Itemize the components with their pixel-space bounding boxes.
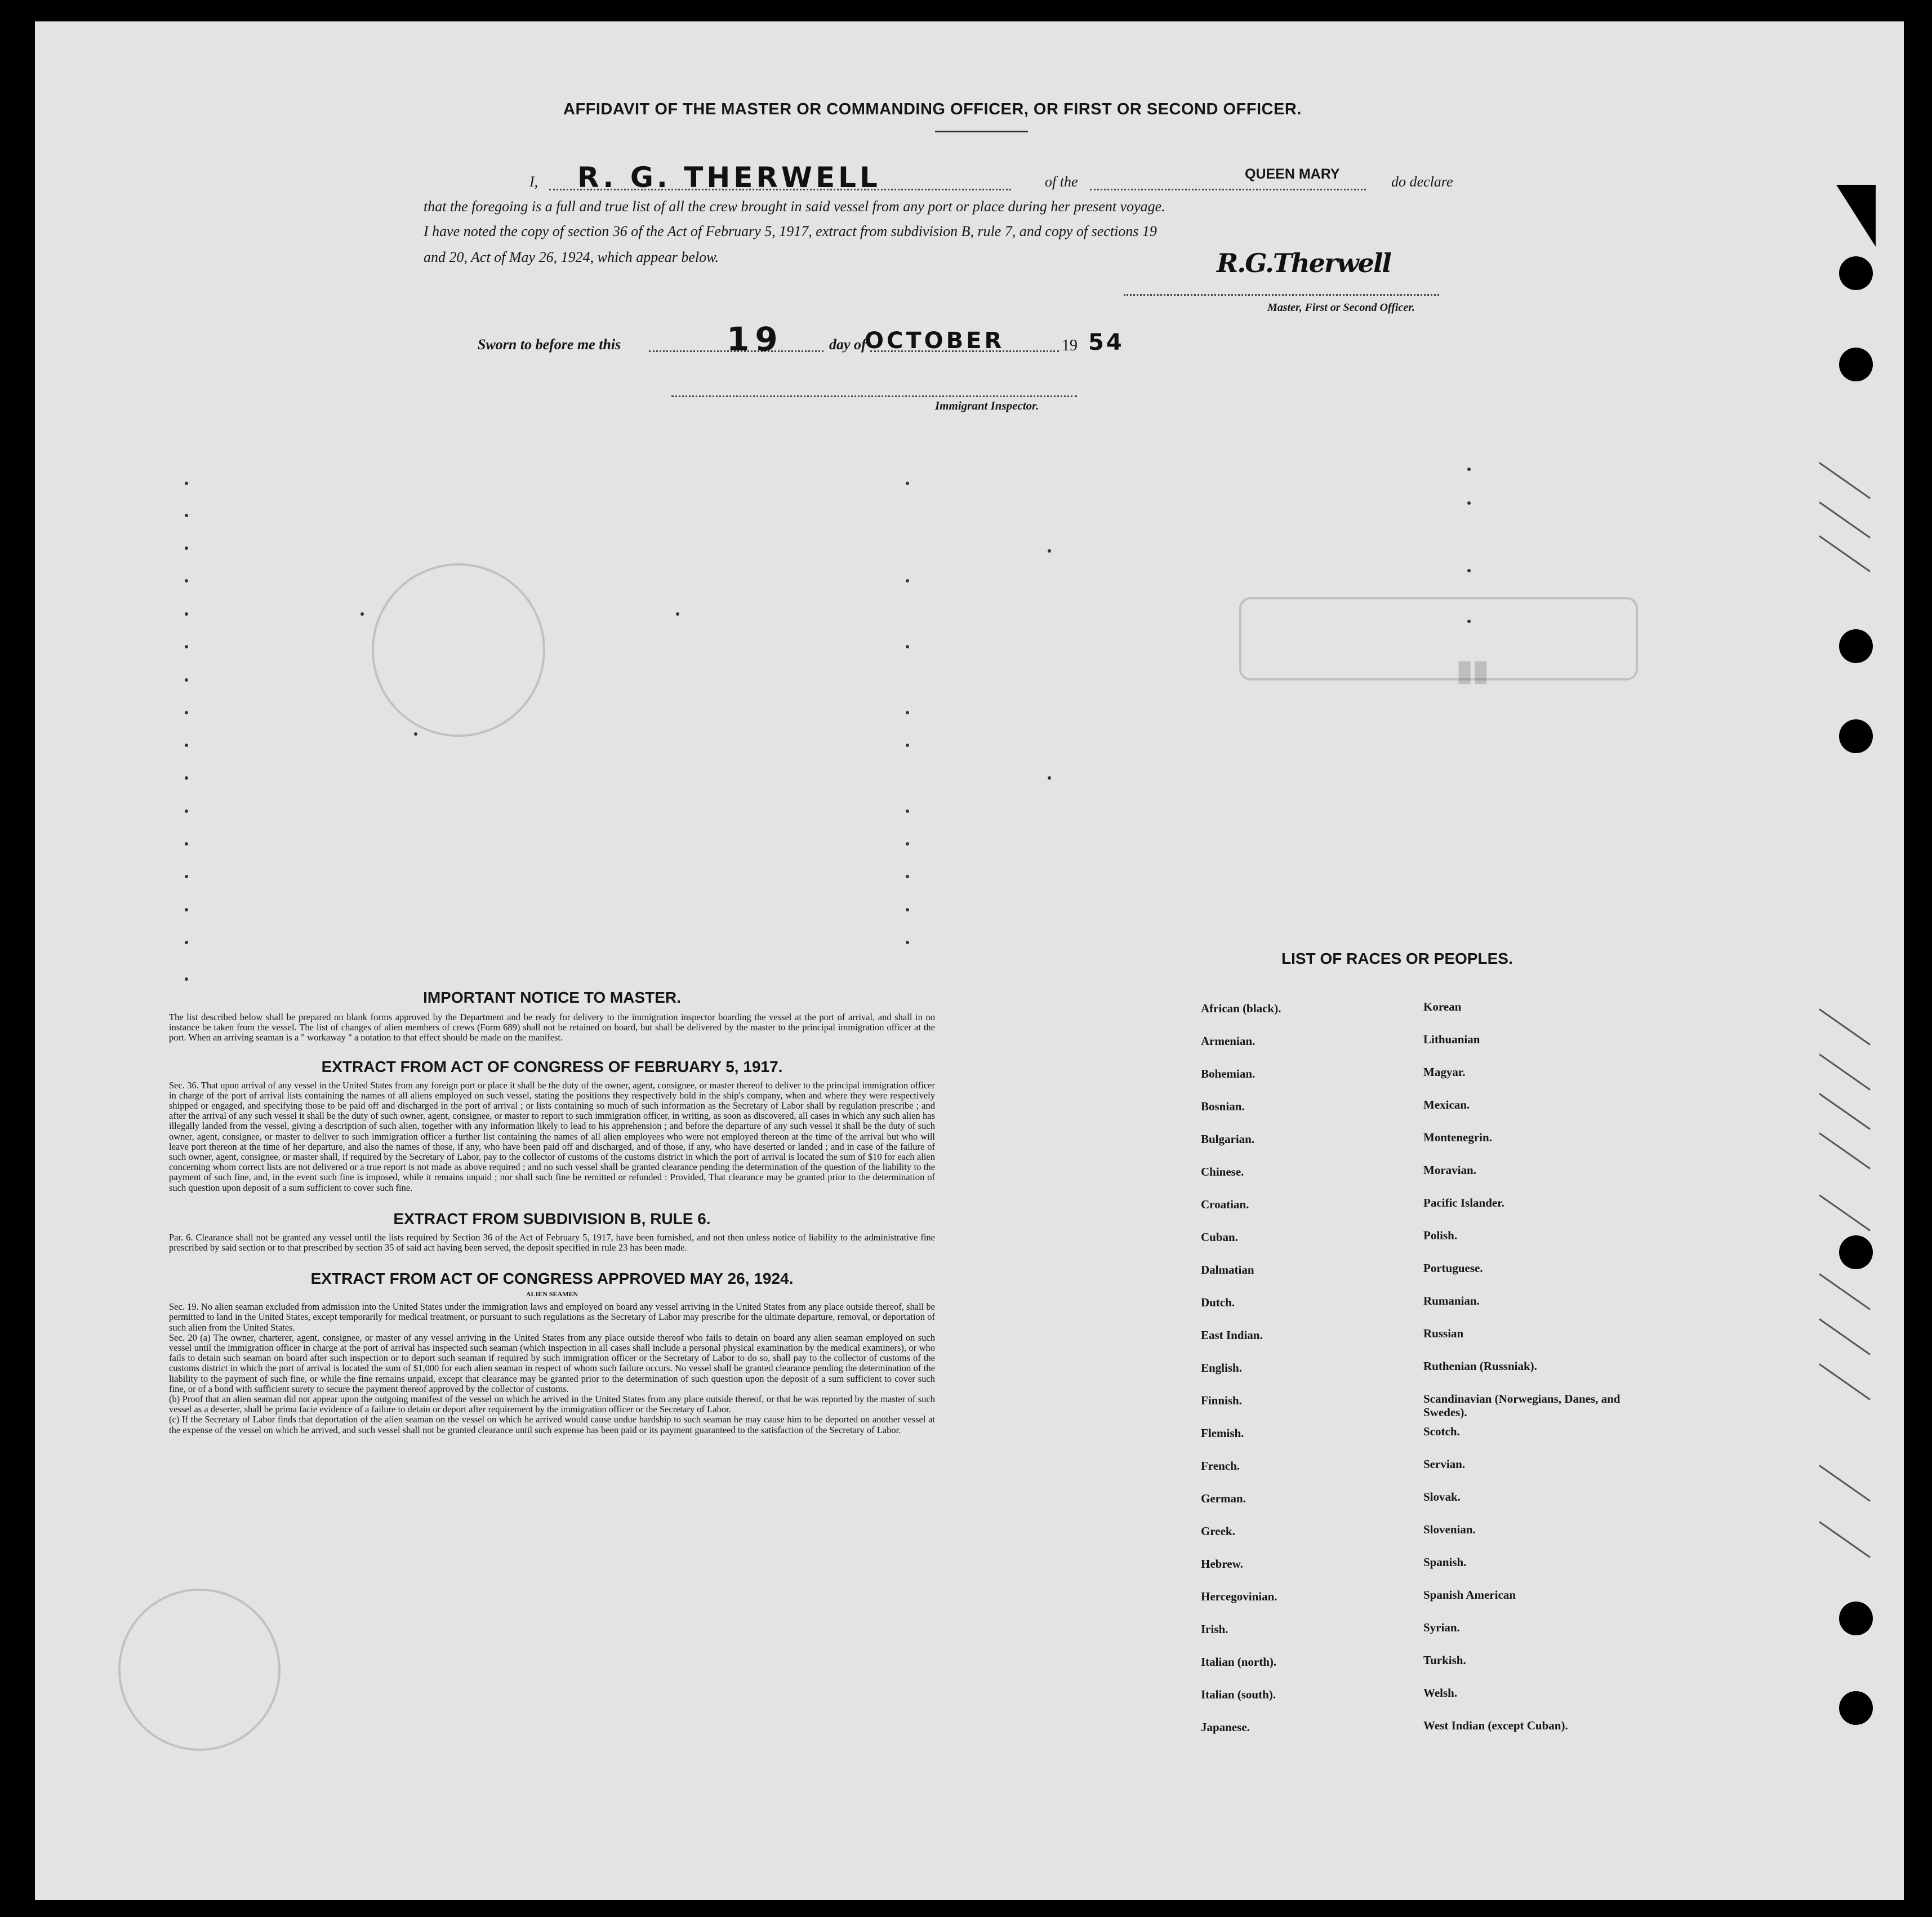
- section-20c-text: (c) If the Secretary of Labor finds that deportation of the alien seaman on the vessel on which he arrived would cause undue hardship to such seaman he may cause him to be deported on another vessel at the expense of the vessel on which he arrived, and such vessel shall not be granted clearance until such expense has been paid or its payment guaranteed to the satisfaction of the Secretary of Labor.: [169, 1414, 935, 1435]
- do-declare-label: do declare: [1391, 174, 1453, 190]
- race-list-item: Montenegrin.: [1423, 1131, 1492, 1144]
- race-list-item: Slovenian.: [1423, 1523, 1476, 1536]
- race-list-item: Spanish American: [1423, 1588, 1516, 1602]
- race-list-item: Dalmatian: [1201, 1263, 1254, 1276]
- punch-hole: [1839, 629, 1873, 663]
- races-title: LIST OF RACES OR PEOPLES.: [1281, 950, 1513, 967]
- affidavit-title: AFFIDAVIT OF THE MASTER OR COMMANDING OFFICER, OR FIRST OR SECOND OFFICER.: [563, 100, 1302, 118]
- race-list-item: English.: [1201, 1361, 1242, 1375]
- race-list-item: Irish.: [1201, 1622, 1228, 1636]
- race-list-item: Flemish.: [1201, 1426, 1244, 1440]
- vessel-name-line: [1090, 189, 1366, 190]
- vessel-name-typed: QUEEN MARY: [1245, 166, 1340, 182]
- race-list-item: French.: [1201, 1459, 1240, 1473]
- extract-1924-subtitle: ALIEN SEAMEN: [526, 1290, 578, 1298]
- bleed-through-stamp: ██: [1459, 662, 1491, 684]
- race-list-item: Welsh.: [1423, 1686, 1458, 1700]
- race-list-item: Armenian.: [1201, 1034, 1256, 1048]
- race-list-item: West Indian (except Cuban).: [1423, 1719, 1568, 1732]
- race-list-item: Scotch.: [1423, 1425, 1460, 1438]
- sworn-label: Sworn to before me this: [478, 336, 621, 353]
- faint-stamp-impression: [118, 1589, 281, 1751]
- race-list-item: Chinese.: [1201, 1165, 1244, 1178]
- race-list-item: Portuguese.: [1423, 1261, 1483, 1275]
- subdivision-text: Par. 6. Clearance shall not be granted any vessel until the lists required by Section 36 of the Act of February 5, 1917, have been furnished, and not then unless notice of liability to the administrative fine prescribed by said section or to that prescribed by section 35 of said act having been served, the deposit specified in rule 23 has been made.: [169, 1231, 935, 1253]
- race-list-item: Italian (south).: [1201, 1688, 1276, 1701]
- race-list-item: Magyar.: [1423, 1065, 1466, 1079]
- inspector-caption: Immigrant Inspector.: [935, 399, 1039, 412]
- race-list-item: Spanish.: [1423, 1555, 1467, 1569]
- affidavit-line-2: I have noted the copy of section 36 of the Act of February 5, 1917, extract from subdivision B, rule 7, and copy of sections 19: [424, 223, 1157, 239]
- race-list-item: Rumanian.: [1423, 1294, 1480, 1307]
- notice-title: IMPORTANT NOTICE TO MASTER.: [423, 989, 681, 1006]
- extract-1917-title: EXTRACT FROM ACT OF CONGRESS OF FEBRUARY 5, 1917.: [321, 1057, 783, 1075]
- of-the-label: of the: [1045, 174, 1078, 190]
- punch-hole: [1839, 1691, 1873, 1725]
- subdivision-title: EXTRACT FROM SUBDIVISION B, RULE 6.: [393, 1209, 711, 1227]
- race-list-item: Polish.: [1423, 1229, 1458, 1242]
- race-list-item: Dutch.: [1201, 1296, 1235, 1309]
- race-list-item: Scandinavian (Norwegians, Danes, and Swedes).: [1423, 1392, 1621, 1419]
- race-list-item: Bosnian.: [1201, 1100, 1245, 1113]
- race-list-item: Moravian.: [1423, 1163, 1476, 1177]
- punch-hole: [1839, 1602, 1873, 1635]
- punch-hole: [1839, 1235, 1873, 1269]
- race-list-item: Mexican.: [1423, 1098, 1470, 1111]
- punch-hole: [1839, 256, 1873, 290]
- master-signature: R.G.Therwell: [1217, 248, 1391, 278]
- affidavit-line-1: that the foregoing is a full and true list of all the crew brought in said vessel from any port or place during her present voyage.: [424, 198, 1165, 215]
- signature-line: [1124, 294, 1439, 296]
- legal-extracts-column: [169, 989, 935, 1435]
- punch-hole: [1839, 348, 1873, 381]
- i-label: I,: [529, 174, 538, 190]
- punch-hole: [1839, 719, 1873, 753]
- race-list-item: Pacific Islander.: [1423, 1196, 1504, 1209]
- race-list-item: Bulgarian.: [1201, 1132, 1255, 1146]
- race-list-item: Korean: [1423, 1000, 1462, 1013]
- race-list-item: Croatian.: [1201, 1198, 1249, 1211]
- inspector-signature-line: [671, 395, 1077, 397]
- race-list-item: Hercegovinian.: [1201, 1590, 1277, 1603]
- race-list-item: Hebrew.: [1201, 1557, 1243, 1571]
- section-20a-text: Sec. 20 (a) The owner, charterer, agent, consignee, or master of any vessel arriving in the United States from any place outside thereof who fails to detain on board any alien seaman employed on such vessel until the immigration officer in charge at the port of arrival has inspected such seaman (which inspection in all cases shall include a personal physical examination by the medical examiners), or who fails to detain such seaman on board after such inspection or to deport such seaman if required by such immigration officer or the Secretary of Labor to do so, shall pay to the collector of customs of the customs district in which the port of arrival is located the sum of $1,000 for each alien seaman in respect of whom such failure occurs. No vessel shall be granted clearance pending the determination of the liability to the payment of such fine, or while the fine remains unpaid, except that clearance may be granted prior to the determination of such question upon the deposit of a sum sufficient to cover such fine, or of a bond with sufficient surety to secure the payment thereof approved by the collector of customs.: [169, 1332, 935, 1394]
- extract-1924-title: EXTRACT FROM ACT OF CONGRESS APPROVED MAY 26, 1924.: [310, 1270, 794, 1288]
- day-handwritten: 19: [727, 320, 784, 358]
- title-underline: [935, 131, 1028, 132]
- race-list-item: Ruthenian (Russniak).: [1423, 1359, 1537, 1373]
- signature-caption: Master, First or Second Officer.: [1267, 301, 1415, 314]
- torn-corner: [1836, 185, 1876, 247]
- race-list-item: Finnish.: [1201, 1394, 1242, 1407]
- race-list-item: Syrian.: [1423, 1621, 1460, 1634]
- race-list-item: Slovak.: [1423, 1490, 1461, 1504]
- year-handwritten: 54: [1088, 330, 1124, 355]
- race-list-item: Cuban.: [1201, 1230, 1238, 1244]
- races-left-column: [1201, 1002, 1437, 1753]
- race-list-item: Russian: [1423, 1327, 1464, 1340]
- race-list-item: Bohemian.: [1201, 1067, 1256, 1080]
- year-printed: 19: [1062, 337, 1078, 354]
- month-handwritten: OCTOBER: [865, 328, 1005, 354]
- faint-stamp-impression: [1239, 597, 1638, 680]
- section-19-text: Sec. 19. No alien seaman excluded from admission into the United States under the immigration laws and employed on board any vessel arriving in the United States from any place outside thereof, shall be permitted to land in the United States, except temporarily for medical treatment, or pursuant to such regulations as the Secretary of Labor may prescribe for the ultimate departure, removal, or deportation of such alien from the United States.: [169, 1301, 935, 1333]
- day-of-label: day of: [829, 336, 866, 353]
- faint-stamp-impression: [372, 563, 545, 737]
- extract-1917-text: Sec. 36. That upon arrival of any vessel in the United States from any foreign port or place it shall be the duty of the owner, agent, consignee, or master thereof to deliver to the principal immigration officer in charge of the port of arrival lists containing the names of all aliens employed on such vessel, stating the positions they respectively hold in the ship's company, when and where they were respectively shipped or engaged, and specifying those to be paid off and discharged in the port of arrival ; or lists containing so much of such information as the Secretary of Labor shall by regulation prescribe ; and after the arrival of any such vessel it shall be the duty of such owner, agent, consignee, or master to report to such immigration officer, in writing, as soon as discovered, all cases in which any such alien has illegally landed from the vessel, giving a description of such alien, together with any information likely to lead to his apprehension ; and before the departure of any such vessel it shall be the duty of such owner, agent, consignee, or master to deliver to such immigration officer a further list containing the names of all alien employees who were not employed thereon at the time of the arrival but who will leave port thereon at the time of her departure, and also the names of those, if any, who have been paid off and discharged, and of those, if any, who have deserted or landed ; and in case of the failure of such owner, agent, consignee, or master shall, if required by the Secretary of Labor, pay to the collector of customs of the customs district in which the port of arrival is located the sum of $10 for each alien concerning whom correct lists are not delivered or a true report is not made as above required ; and no such vessel shall be granted clearance pending the determination of the question of the liability to the payment of such fine, and, in the event such fine is imposed, while it remains unpaid ; nor shall such fine be remitted or refunded : Provided, That clearance may be granted prior to the determination of such question upon deposit of a sum sufficient to cover such fine.: [169, 1079, 935, 1193]
- race-list-item: Greek.: [1201, 1524, 1235, 1538]
- race-list-item: East Indian.: [1201, 1328, 1263, 1342]
- race-list-item: Lithuanian: [1423, 1033, 1480, 1046]
- races-right-column: [1423, 1000, 1637, 1751]
- race-list-item: German.: [1201, 1492, 1246, 1505]
- race-list-item: Servian.: [1423, 1457, 1466, 1471]
- race-list-item: Turkish.: [1423, 1653, 1466, 1667]
- notice-text: The list described below shall be prepared on blank forms approved by the Department and be ready for delivery to the immigration inspector boarding the vessel at the port of arrival, and shall in no instance be taken from the vessel. The list of changes of alien members of crews (Form 689) shall not be retained on board, but shall be delivered by the master to the principal immigration officer at the port. When an arriving seaman is a " workaway " a notation to that effect should be made on the manifest.: [169, 1012, 935, 1043]
- affidavit-line-3: and 20, Act of May 26, 1924, which appear below.: [424, 249, 719, 265]
- officer-name-handwritten: R. G. THERWELL: [577, 161, 881, 194]
- race-list-item: Italian (north).: [1201, 1655, 1277, 1669]
- race-list-item: African (black).: [1201, 1002, 1281, 1015]
- section-20b-text: (b) Proof that an alien seaman did not appear upon the outgoing manifest of the vessel on which he arrived in the United States from any place outside thereof, or that he was reported by the master of such vessel as a deserter, shall be prima facie evidence of a failure to detain or deport after requirement by the immigration officer or the Secretary of Labor.: [169, 1394, 935, 1415]
- race-list-item: Japanese.: [1201, 1720, 1250, 1734]
